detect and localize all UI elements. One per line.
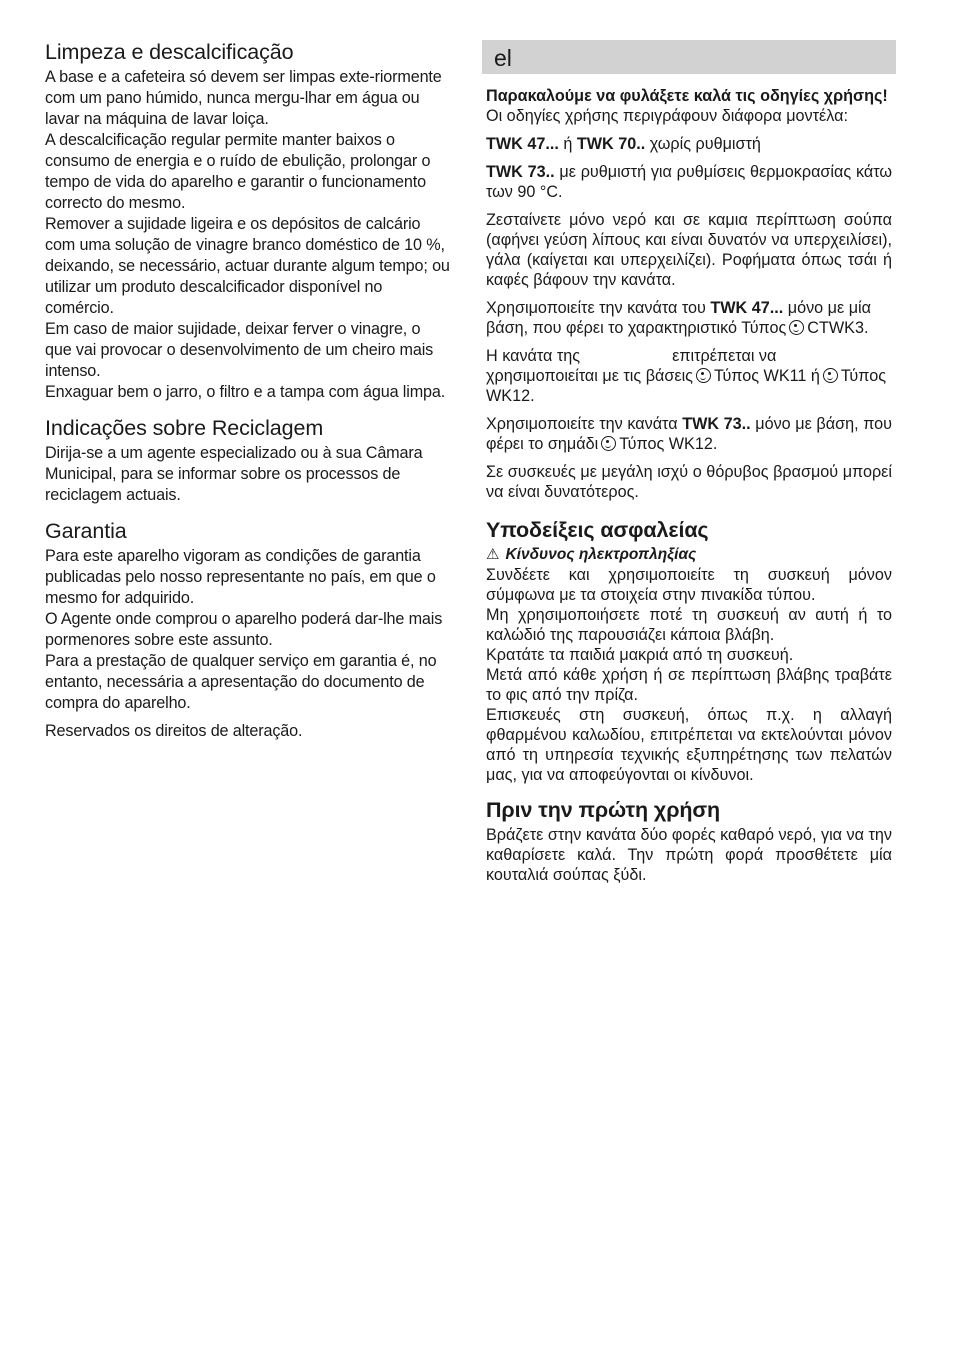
heading-warranty: Garantia — [45, 519, 127, 543]
warning-icon: ⚠ — [486, 546, 500, 563]
language-bar: el — [482, 40, 896, 74]
paragraph — [486, 346, 892, 406]
type-symbol-icon — [789, 320, 804, 335]
heading-safety: Υποδείξεις ασφαλείας — [486, 518, 709, 542]
paragraph: Μετά από κάθε χρήση ή σε περίπτωση βλάβης τραβάτε το φις από την πρίζα. — [486, 666, 892, 704]
paragraph: A base e a cafeteira só devem ser limpas exte-riormente com um pano húmido, nunca mergu-lhar em água ou lavar na máquina de lavar loiça. — [45, 68, 442, 128]
text: χωρίς ρυθμιστή — [645, 135, 761, 153]
warning-title — [486, 545, 892, 565]
model-name: TWK 47... — [486, 135, 559, 153]
text: με ρυθμιστή για ρυθμίσεις θερμοκρασίας κάτω των 90 °C. — [486, 163, 892, 201]
model-name: TWK 73.. — [486, 163, 555, 181]
paragraph: Para este aparelho vigoram as condições de garantia publicadas pelo nosso representante no país, em que o mesmo for adquirido. — [45, 547, 436, 607]
paragraph: Οι οδηγίες χρήσης περιγράφουν διάφορα μοντέλα: — [486, 107, 848, 125]
paragraph: Κρατάτε τα παιδιά μακριά από τη συσκευή. — [486, 646, 794, 664]
paragraph: Βράζετε στην κανάτα δύο φορές καθαρό νερό, για να την καθαρίσετε καλά. Την πρώτη φορά προσθέτετε μία κουταλιά σούπας ξύδι. — [486, 826, 892, 884]
paragraph: A descalcificação regular permite manter baixos o consumo de energia e o ruído de ebulição, prolongar o tempo de vida do aparelho e garantir o funcionamento correcto do mesmo. — [45, 131, 431, 212]
right-column — [486, 40, 892, 885]
paragraph: Επισκευές στη συσκευή, όπως π.χ. η αλλαγή φθαρμένου καλωδίου, επιτρέπεται να εκτελούνται μόνον από τη υπηρεσία τεχνικής εξυπηρέτησης των πελατών μας, για να αποφεύγονται οι κίνδυνοι. — [486, 706, 892, 784]
paragraph — [486, 162, 892, 202]
paragraph — [486, 298, 892, 338]
text: μόνο με βάση, που φέρει το σημάδι — [486, 415, 892, 453]
text: Η κανάτα της — [486, 347, 581, 365]
heading-first-use: Πριν την πρώτη χρήση — [486, 798, 721, 822]
paragraph — [486, 414, 892, 454]
type-symbol-icon — [601, 436, 616, 451]
text: Χρησιμοποιείτε την κανάτα του — [486, 299, 711, 317]
paragraph: Dirija-se a um agente especializado ou à sua Câmara Municipal, para se informar sobre os processos de reciclagem actuais. — [45, 444, 423, 504]
paragraph: Enxaguar bem o jarro, o filtro e a tampa com água limpa. — [45, 383, 446, 401]
paragraph — [486, 134, 892, 154]
paragraph: Σε συσκευές με μεγάλη ισχύ ο θόρυβος βρασμού μπορεί να είναι δυνατότερος. — [486, 463, 892, 501]
model-name: TWK 47... — [710, 299, 784, 317]
text: ή — [558, 135, 577, 153]
paragraph: O Agente onde comprou o aparelho poderá dar-lhe mais pormenores sobre este assunto. — [45, 610, 443, 649]
text: Τύπος WK12. — [619, 435, 718, 453]
paragraph: Para a prestação de qualquer serviço em garantia é, no entanto, necessária a apresentação do documento de compra do aparelho. — [45, 652, 437, 712]
paragraph: Ζεσταίνετε μόνο νερό και σε καμια περίπτωση σούπα (αφήνει γεύση λίπους και είναι δυνατόν να υπερχειλίσει), γάλα (καίγεται και υπερχειλίζει). Ροφήματα όπως τσάι ή καφές βάφουν την κανάτα. — [486, 211, 892, 289]
text: Τύπος WK12. — [486, 367, 886, 405]
paragraph: Reservados os direitos de alteração. — [45, 722, 303, 740]
model-name: TWK 73.. — [682, 415, 751, 433]
text: μόνο με μία βάση, που φέρει το χαρακτηριστικό Τύπος — [486, 299, 871, 337]
paragraph: Συνδέετε και χρησιμοποιείτε τη συσκευή μόνον σύμφωνα με τα στοιχεία στην πινακίδα τύπου. — [486, 566, 892, 604]
warning-text: Κίνδυνος ηλεκτροπληξίας — [505, 546, 697, 563]
heading-cleaning: Limpeza e descalcificação — [45, 40, 294, 64]
text: Τύπος WK11 ή — [713, 367, 820, 385]
left-column — [45, 40, 450, 742]
paragraph: Remover a sujidade ligeira e os depósitos de calcário com uma solução de vinagre branco doméstico de 10 %, deixando, se necessário, actuar durante algum tempo; ou utilizar um produto descalcificador disponível no comércio. — [45, 215, 450, 317]
type-symbol-icon — [823, 368, 838, 383]
paragraph: Μη χρησιμοποιήσετε ποτέ τη συσκευή αν αυτή ή το καλώδιό της παρουσιάζει κάποια βλάβη. — [486, 606, 892, 644]
intro-note: Παρακαλούμε να φυλάξετε καλά τις οδηγίες χρήσης! — [486, 87, 888, 105]
type-symbol-icon — [696, 368, 711, 383]
model-name: TWK 70.. — [576, 135, 646, 153]
heading-recycling: Indicações sobre Reciclagem — [45, 416, 324, 440]
text: CTWK3. — [807, 319, 869, 337]
paragraph: Em caso de maior sujidade, deixar ferver o vinagre, o que vai provocar o desenvolvimento de um cheiro mais intenso. — [45, 320, 434, 380]
text: επιτρέπεται να χρησιμοποιείται με τις βάσεις — [486, 347, 777, 385]
text: Χρησιμοποιείτε την κανάτα — [486, 415, 683, 433]
